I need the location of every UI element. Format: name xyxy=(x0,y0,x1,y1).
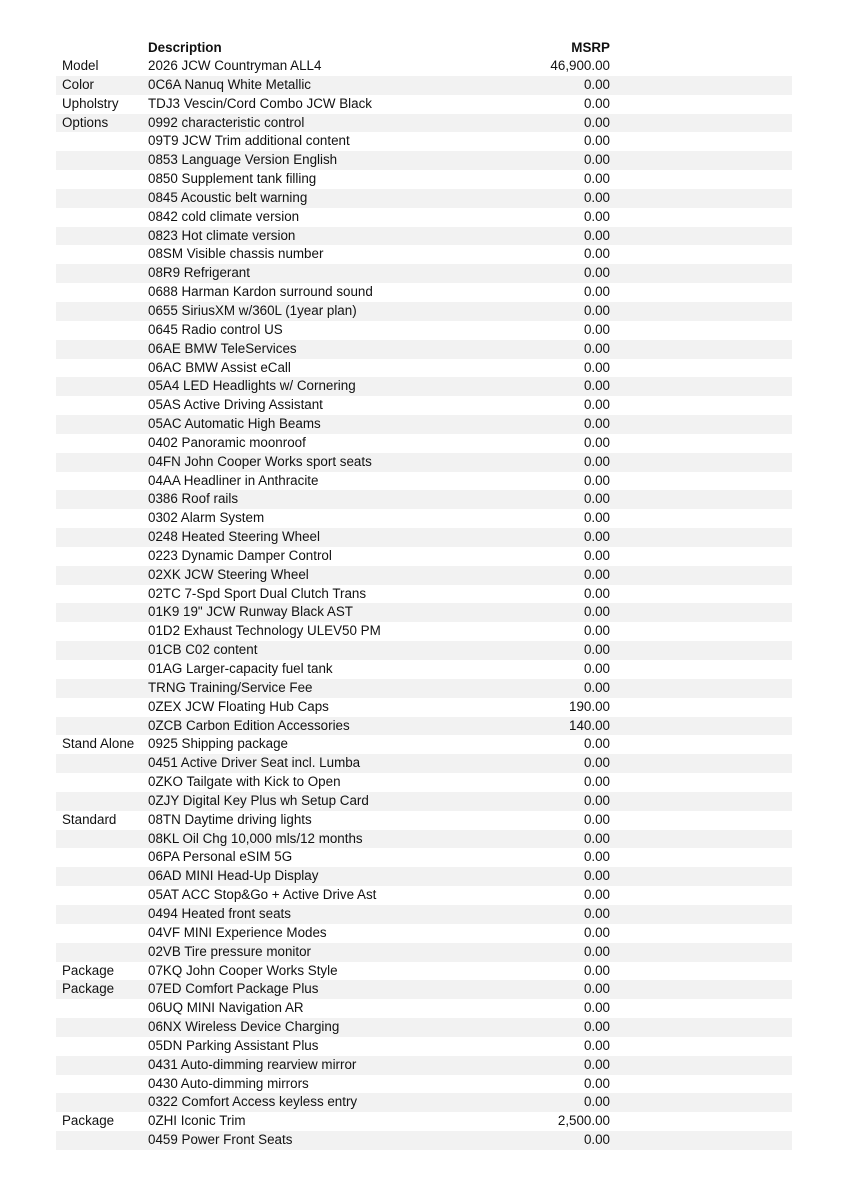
description-cell: 0322 Comfort Access keyless entry xyxy=(148,1094,358,1110)
table-row xyxy=(56,132,792,151)
msrp-cell: 0.00 xyxy=(583,1000,610,1016)
description-cell: 06NX Wireless Device Charging xyxy=(148,1019,340,1035)
table-row xyxy=(56,340,792,359)
description-cell: 0ZEX JCW Floating Hub Caps xyxy=(148,698,329,714)
msrp-cell: 0.00 xyxy=(583,1075,610,1091)
category-cell: Stand Alone xyxy=(62,736,135,752)
description-cell: 01D2 Exhaust Technology ULEV50 PM xyxy=(148,623,381,639)
description-cell: 0248 Heated Steering Wheel xyxy=(148,529,320,545)
description-cell: 06PA Personal eSIM 5G xyxy=(148,849,293,865)
table-row xyxy=(56,792,792,811)
msrp-cell: 0.00 xyxy=(583,95,610,111)
msrp-cell: 0.00 xyxy=(583,76,610,92)
table-row xyxy=(56,698,792,717)
category-cell: Package xyxy=(62,1113,115,1129)
msrp-cell: 0.00 xyxy=(583,566,610,582)
msrp-cell: 0.00 xyxy=(583,114,610,130)
table-row xyxy=(56,453,792,472)
description-cell: 08R9 Refrigerant xyxy=(148,265,250,281)
table-row xyxy=(56,886,792,905)
table-row xyxy=(56,170,792,189)
description-cell: 01CB C02 content xyxy=(148,642,258,658)
description-cell: 06UQ MINI Navigation AR xyxy=(148,1000,304,1016)
table-row xyxy=(56,641,792,660)
description-cell: 0430 Auto-dimming mirrors xyxy=(148,1075,309,1091)
table-row xyxy=(56,227,792,246)
table-row xyxy=(56,57,792,76)
description-cell: 06AE BMW TeleServices xyxy=(148,340,297,356)
description-cell: 09T9 JCW Trim additional content xyxy=(148,133,350,149)
table-row xyxy=(56,151,792,170)
msrp-cell: 140.00 xyxy=(569,717,610,733)
description-cell: 0431 Auto-dimming rearview mirror xyxy=(148,1056,357,1072)
msrp-cell: 0.00 xyxy=(583,1056,610,1072)
description-cell: 06AD MINI Head-Up Display xyxy=(148,868,319,884)
description-cell: 0ZCB Carbon Edition Accessories xyxy=(148,717,350,733)
table-row xyxy=(56,603,792,622)
description-cell: 04AA Headliner in Anthracite xyxy=(148,472,319,488)
description-cell: 0992 characteristic control xyxy=(148,114,305,130)
msrp-cell: 0.00 xyxy=(583,1037,610,1053)
table-row xyxy=(56,415,792,434)
description-cell: 01AG Larger-capacity fuel tank xyxy=(148,661,333,676)
msrp-cell: 0.00 xyxy=(583,434,610,450)
table-row xyxy=(56,377,792,396)
table-row xyxy=(56,283,792,302)
msrp-cell: 0.00 xyxy=(583,774,610,790)
table-row xyxy=(56,547,792,566)
table-row xyxy=(56,717,792,736)
table-row xyxy=(56,811,792,830)
msrp-cell: 0.00 xyxy=(583,736,610,752)
table-row xyxy=(56,208,792,227)
table-row xyxy=(56,1112,792,1131)
table-row xyxy=(56,509,792,528)
msrp-cell: 0.00 xyxy=(583,416,610,432)
msrp-cell: 0.00 xyxy=(583,529,610,545)
description-cell: 0451 Active Driver Seat incl. Lumba xyxy=(148,755,361,771)
description-cell: 0386 Roof rails xyxy=(148,491,239,507)
table-row xyxy=(56,321,792,340)
description-cell: TDJ3 Vescin/Cord Combo JCW Black xyxy=(148,95,372,111)
msrp-cell: 0.00 xyxy=(583,811,610,827)
msrp-cell: 0.00 xyxy=(583,340,610,356)
description-cell: 05DN Parking Assistant Plus xyxy=(148,1037,319,1053)
table-row xyxy=(56,114,792,133)
table-row xyxy=(56,472,792,491)
description-cell: 02VB Tire pressure monitor xyxy=(148,943,311,959)
table-row xyxy=(56,1037,792,1056)
description-cell: 02TC 7-Spd Sport Dual Clutch Trans xyxy=(148,585,367,601)
table-row xyxy=(56,999,792,1018)
msrp-cell: 0.00 xyxy=(583,849,610,865)
msrp-cell: 0.00 xyxy=(583,792,610,808)
table-row xyxy=(56,245,792,264)
table-row xyxy=(56,189,792,208)
description-cell: 08KL Oil Chg 10,000 mls/12 months xyxy=(148,830,363,846)
msrp-cell: 0.00 xyxy=(583,246,610,262)
table-row xyxy=(56,924,792,943)
table-row xyxy=(56,1056,792,1075)
msrp-cell: 0.00 xyxy=(583,585,610,601)
msrp-cell: 0.00 xyxy=(583,491,610,507)
table-row xyxy=(56,1131,792,1150)
description-cell: 0459 Power Front Seats xyxy=(148,1132,293,1148)
msrp-cell: 0.00 xyxy=(583,265,610,281)
category-cell: Standard xyxy=(62,811,117,827)
description-cell: 07ED Comfort Package Plus xyxy=(148,981,319,997)
description-column-header: Description xyxy=(148,40,222,55)
table-header xyxy=(56,38,792,57)
msrp-cell: 0.00 xyxy=(583,943,610,959)
description-cell: 0ZJY Digital Key Plus wh Setup Card xyxy=(148,792,369,808)
msrp-cell: 46,900.00 xyxy=(550,58,610,73)
msrp-cell: 0.00 xyxy=(583,604,610,620)
description-cell: 0402 Panoramic moonroof xyxy=(148,434,306,450)
description-cell: 06AC BMW Assist eCall xyxy=(148,359,291,375)
description-cell: 08SM Visible chassis number xyxy=(148,246,324,262)
description-cell: 04FN John Cooper Works sport seats xyxy=(148,453,372,469)
option-table xyxy=(56,57,792,1150)
msrp-cell: 0.00 xyxy=(583,905,610,921)
msrp-cell: 0.00 xyxy=(583,1132,610,1148)
table-row xyxy=(56,585,792,604)
table-row xyxy=(56,95,792,114)
table-row xyxy=(56,943,792,962)
table-row xyxy=(56,622,792,641)
table-row xyxy=(56,754,792,773)
msrp-cell: 0.00 xyxy=(583,661,610,676)
msrp-cell: 0.00 xyxy=(583,679,610,695)
description-cell: 0925 Shipping package xyxy=(148,736,288,752)
description-cell: 2026 JCW Countryman ALL4 xyxy=(148,58,322,73)
msrp-cell: 190.00 xyxy=(569,698,610,714)
msrp-column-header: MSRP xyxy=(571,40,610,55)
description-cell: 0850 Supplement tank filling xyxy=(148,171,317,187)
table-row xyxy=(56,528,792,547)
msrp-cell: 0.00 xyxy=(583,623,610,639)
msrp-cell: 0.00 xyxy=(583,962,610,978)
table-row xyxy=(56,962,792,981)
description-cell: 0842 cold climate version xyxy=(148,208,300,224)
table-row xyxy=(56,434,792,453)
description-cell: 07KQ John Cooper Works Style xyxy=(148,962,338,978)
description-cell: 05AT ACC Stop&Go + Active Drive Ast xyxy=(148,887,377,903)
msrp-cell: 0.00 xyxy=(583,868,610,884)
msrp-cell: 0.00 xyxy=(583,152,610,168)
table-row xyxy=(56,566,792,585)
table-row xyxy=(56,735,792,754)
category-cell: Upholstry xyxy=(62,95,119,111)
table-row xyxy=(56,867,792,886)
table-row xyxy=(56,359,792,378)
description-cell: 0ZHI Iconic Trim xyxy=(148,1113,246,1129)
msrp-cell: 0.00 xyxy=(583,227,610,243)
description-cell: 0823 Hot climate version xyxy=(148,227,296,243)
msrp-cell: 0.00 xyxy=(583,284,610,300)
table-row xyxy=(56,905,792,924)
description-cell: 0688 Harman Kardon surround sound xyxy=(148,284,373,300)
table-row xyxy=(56,302,792,321)
msrp-cell: 0.00 xyxy=(583,830,610,846)
msrp-cell: 2,500.00 xyxy=(557,1113,610,1129)
description-cell: 05A4 LED Headlights w/ Cornering xyxy=(148,378,356,394)
table-row xyxy=(56,773,792,792)
table-row xyxy=(56,396,792,415)
description-cell: 02XK JCW Steering Wheel xyxy=(148,566,309,582)
msrp-cell: 0.00 xyxy=(583,1094,610,1110)
description-cell: 08TN Daytime driving lights xyxy=(148,811,312,827)
description-cell: 0302 Alarm System xyxy=(148,510,265,526)
msrp-cell: 0.00 xyxy=(583,133,610,149)
description-cell: 0645 Radio control US xyxy=(148,321,283,337)
table-row xyxy=(56,848,792,867)
category-cell: Options xyxy=(62,114,109,130)
description-cell: 0ZKO Tailgate with Kick to Open xyxy=(148,774,341,790)
msrp-cell: 0.00 xyxy=(583,171,610,187)
table-row xyxy=(56,1075,792,1094)
description-cell: 0C6A Nanuq White Metallic xyxy=(148,76,311,92)
description-cell: TRNG Training/Service Fee xyxy=(148,679,313,695)
msrp-cell: 0.00 xyxy=(583,924,610,940)
msrp-cell: 0.00 xyxy=(583,302,610,318)
table-row xyxy=(56,1093,792,1112)
table-row xyxy=(56,264,792,283)
msrp-cell: 0.00 xyxy=(583,547,610,563)
table-row xyxy=(56,490,792,509)
table-row xyxy=(56,1018,792,1037)
description-cell: 0655 SiriusXM w/360L (1year plan) xyxy=(148,302,357,318)
msrp-cell: 0.00 xyxy=(583,1019,610,1035)
msrp-cell: 0.00 xyxy=(583,453,610,469)
msrp-cell: 0.00 xyxy=(583,981,610,997)
msrp-cell: 0.00 xyxy=(583,359,610,375)
table-row xyxy=(56,660,792,679)
description-cell: 0223 Dynamic Damper Control xyxy=(148,547,332,563)
msrp-cell: 0.00 xyxy=(583,397,610,413)
msrp-cell: 0.00 xyxy=(583,510,610,526)
msrp-cell: 0.00 xyxy=(583,472,610,488)
description-cell: 04VF MINI Experience Modes xyxy=(148,924,327,940)
msrp-cell: 0.00 xyxy=(583,378,610,394)
description-cell: 0845 Acoustic belt warning xyxy=(148,189,308,205)
msrp-cell: 0.00 xyxy=(583,755,610,771)
table-row xyxy=(56,76,792,95)
table-row xyxy=(56,980,792,999)
msrp-cell: 0.00 xyxy=(583,887,610,903)
description-cell: 0494 Heated front seats xyxy=(148,905,291,921)
msrp-cell: 0.00 xyxy=(583,642,610,658)
description-cell: 0853 Language Version English xyxy=(148,152,338,168)
msrp-cell: 0.00 xyxy=(583,321,610,337)
table-row xyxy=(56,679,792,698)
msrp-cell: 0.00 xyxy=(583,189,610,205)
description-cell: 05AC Automatic High Beams xyxy=(148,416,321,432)
category-cell: Package xyxy=(62,981,115,997)
description-cell: 05AS Active Driving Assistant xyxy=(148,397,323,413)
description-cell: 01K9 19" JCW Runway Black AST xyxy=(148,604,353,620)
table-row xyxy=(56,830,792,849)
msrp-cell: 0.00 xyxy=(583,208,610,224)
category-cell: Model xyxy=(62,58,99,73)
category-cell: Package xyxy=(62,962,115,978)
category-cell: Color xyxy=(62,76,94,92)
